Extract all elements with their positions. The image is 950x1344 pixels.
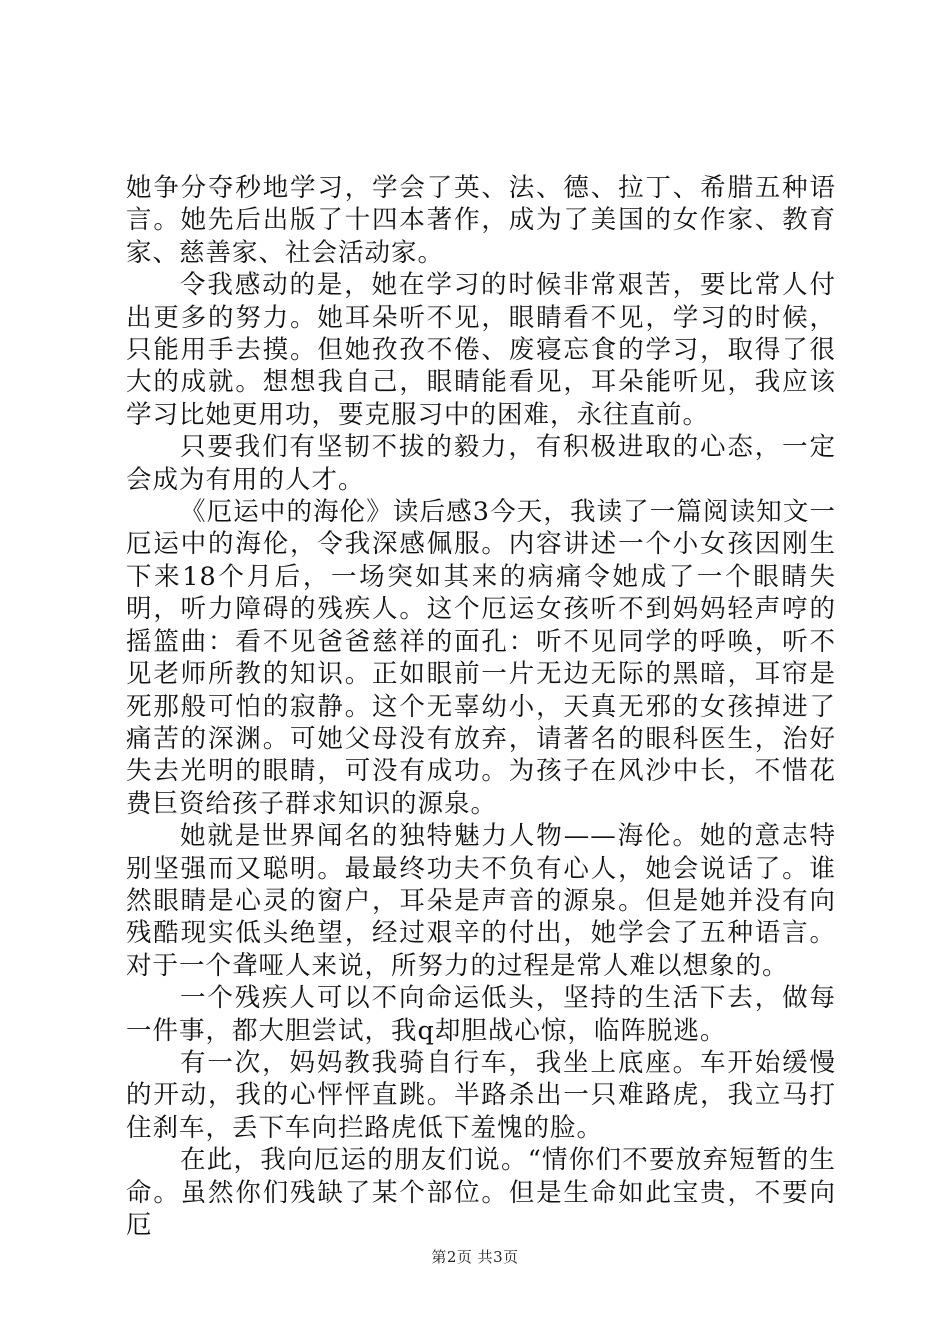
page-footer — [0, 1246, 950, 1267]
page-number-label: 第2页 共3页 — [431, 1248, 519, 1266]
document-body — [126, 172, 836, 1241]
paragraph-2: 令我感动的是，她在学习的时候非常艰苦，要比常人付出更多的努力。她耳朵听不见，眼睛看不见，学习的时候，只能用手去摸。但她孜孜不倦、废寝忘食的学习，取得了很大的成就。想想我自己，眼睛能看见，耳朵能听见，我应该学习比她更用功，要克服习中的困难，永往直前。 — [126, 270, 836, 430]
paragraph-5: 她就是世界闻名的独特魅力人物——海伦。她的意志特别坚强而又聪明。最最终功夫不负有心人，她会说话了。谁然眼睛是心灵的窗户，耳朵是声音的源泉。但是她并没有向残酷现实低头绝望，经过艰辛的付出，她学会了五种语言。对于一个聋哑人来说，所努力的过程是常人难以想象的。 — [126, 821, 836, 981]
paragraph-8: 在此，我向厄运的朋友们说。“情你们不要放弃短暂的生命。虽然你们残缺了某个部位。但是生命如此宝贵，不要向厄 — [126, 1145, 836, 1240]
paragraph-4: 《厄运中的海伦》读后感3今天，我读了一篇阅读知文一厄运中的海伦，令我深感佩服。内容讲述一个小女孩因刚生下来18个月后，一场突如其来的病痛令她成了一个眼睛失明，听力障碍的残疾人。这个厄运女孩听不到妈妈轻声哼的摇篮曲：看不见爸爸慈祥的面孔：听不见同学的呼唤，听不见老师所教的知识。正如眼前一片无边无际的黑暗，耳帘是死那般可怕的寂静。这个无辜幼小，天真无邪的女孩掉进了痛苦的深渊。可她父母没有放弃，请著名的眼科医生，治好失去光明的眼睛，可没有成功。为孩子在风沙中长，不惜花费巨资给孩子群求知识的源泉。 — [126, 497, 836, 819]
paragraph-1: 她争分夺秒地学习，学会了英、法、德、拉丁、希腊五种语言。她先后出版了十四本著作，成为了美国的女作家、教育家、慈善家、社会活动家。 — [126, 173, 836, 268]
paragraph-3: 只要我们有坚韧不拔的毅力，有积极进取的心态，一定会成为有用的人才。 — [126, 432, 836, 495]
paragraph-7: 有一次，妈妈教我骑自行车，我坐上底座。车开始缓慢的开动，我的心怦怦直跳。半路杀出一只难路虎，我立马打住刹车，丢下车向拦路虎低下羞愧的脸。 — [126, 1047, 836, 1143]
paragraph-6: 一个残疾人可以不向命运低头，坚持的生活下去，做每一件事，都大胆尝试，我q却胆战心惊，临阵脱逃。 — [126, 983, 836, 1046]
